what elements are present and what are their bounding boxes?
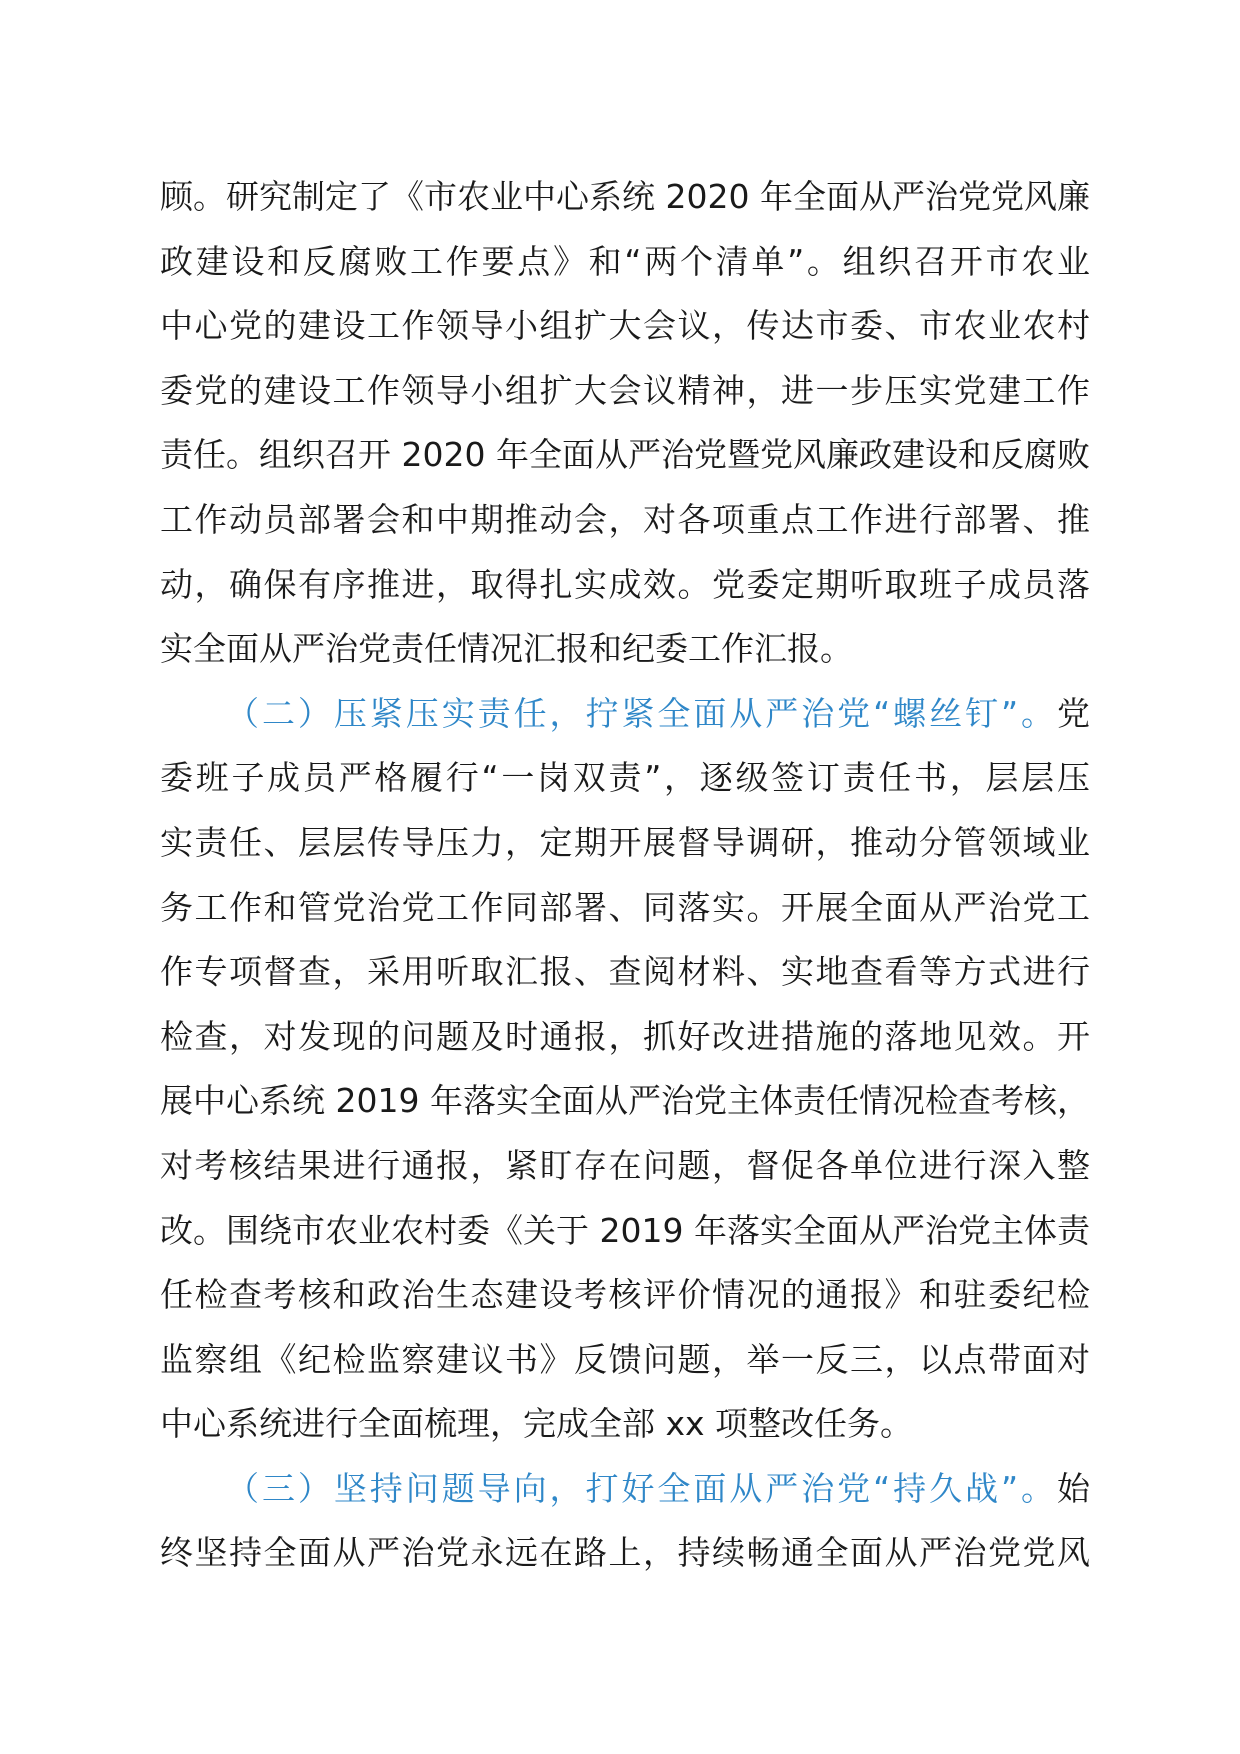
body-line: 政建设和反腐败工作要点》和“两个清单”。组织召开市农业 bbox=[160, 241, 1090, 281]
body-line: 实全面从严治党责任情况汇报和纪委工作汇报。 bbox=[160, 629, 853, 669]
body-line: 工作动员部署会和中期推动会，对各项重点工作进行部署、推 bbox=[160, 499, 1090, 539]
body-line: 实责任、层层传导压力，定期开展督导调研，推动分管领域业 bbox=[160, 822, 1090, 862]
body-line: 对考核结果进行通报，紧盯存在问题，督促各单位进行深入整 bbox=[160, 1145, 1090, 1185]
body-line: 中心党的建设工作领导小组扩大会议，传达市委、市农业农村 bbox=[160, 306, 1090, 346]
section-3-heading: （三）坚持问题导向，打好全面从严治党“持久战”。 bbox=[226, 1468, 1057, 1508]
body-line: 委党的建设工作领导小组扩大会议精神，进一步压实党建工作 bbox=[160, 370, 1090, 410]
document-page bbox=[160, 165, 1090, 1586]
body-line: 委班子成员严格履行“一岗双责”，逐级签订责任书，层层压 bbox=[160, 758, 1090, 798]
body-line: 检查，对发现的问题及时通报，抓好改进措施的落地见效。开 bbox=[160, 1016, 1090, 1056]
section-3-first-text: 始 bbox=[1057, 1468, 1090, 1508]
section-2-first-line bbox=[160, 682, 1090, 747]
section-2-first-text: 党 bbox=[1057, 693, 1090, 733]
section-2-heading: （二）压紧压实责任，拧紧全面从严治党“螺丝钉”。 bbox=[226, 693, 1057, 733]
body-line: 终坚持全面从严治党永远在路上，持续畅通全面从严治党党风 bbox=[160, 1533, 1090, 1573]
body-line: 顾。研究制定了《市农业中心系统 2020 年全面从严治党党风廉 bbox=[160, 177, 1090, 216]
body-line: 展中心系统 2019 年落实全面从严治党主体责任情况检查考核， bbox=[160, 1081, 1090, 1121]
body-line: 监察组《纪检监察建议书》反馈问题，举一反三，以点带面对 bbox=[160, 1339, 1090, 1379]
section-3-first-line bbox=[160, 1457, 1090, 1522]
body-line: 任检查考核和政治生态建设考核评价情况的通报》和驻委纪检 bbox=[160, 1275, 1090, 1315]
body-line: 务工作和管党治党工作同部署、同落实。开展全面从严治党工 bbox=[160, 887, 1090, 927]
body-line: 作专项督查，采用听取汇报、查阅材料、实地查看等方式进行 bbox=[160, 952, 1090, 992]
body-line: 改。围绕市农业农村委《关于 2019 年落实全面从严治党主体责 bbox=[160, 1210, 1090, 1250]
body-line: 中心系统进行全面梳理，完成全部 xx 项整改任务。 bbox=[160, 1404, 914, 1444]
body-line: 动，确保有序推进，取得扎实成效。党委定期听取班子成员落 bbox=[160, 564, 1090, 604]
body-line: 责任。组织召开 2020 年全面从严治党暨党风廉政建设和反腐败 bbox=[160, 435, 1090, 475]
